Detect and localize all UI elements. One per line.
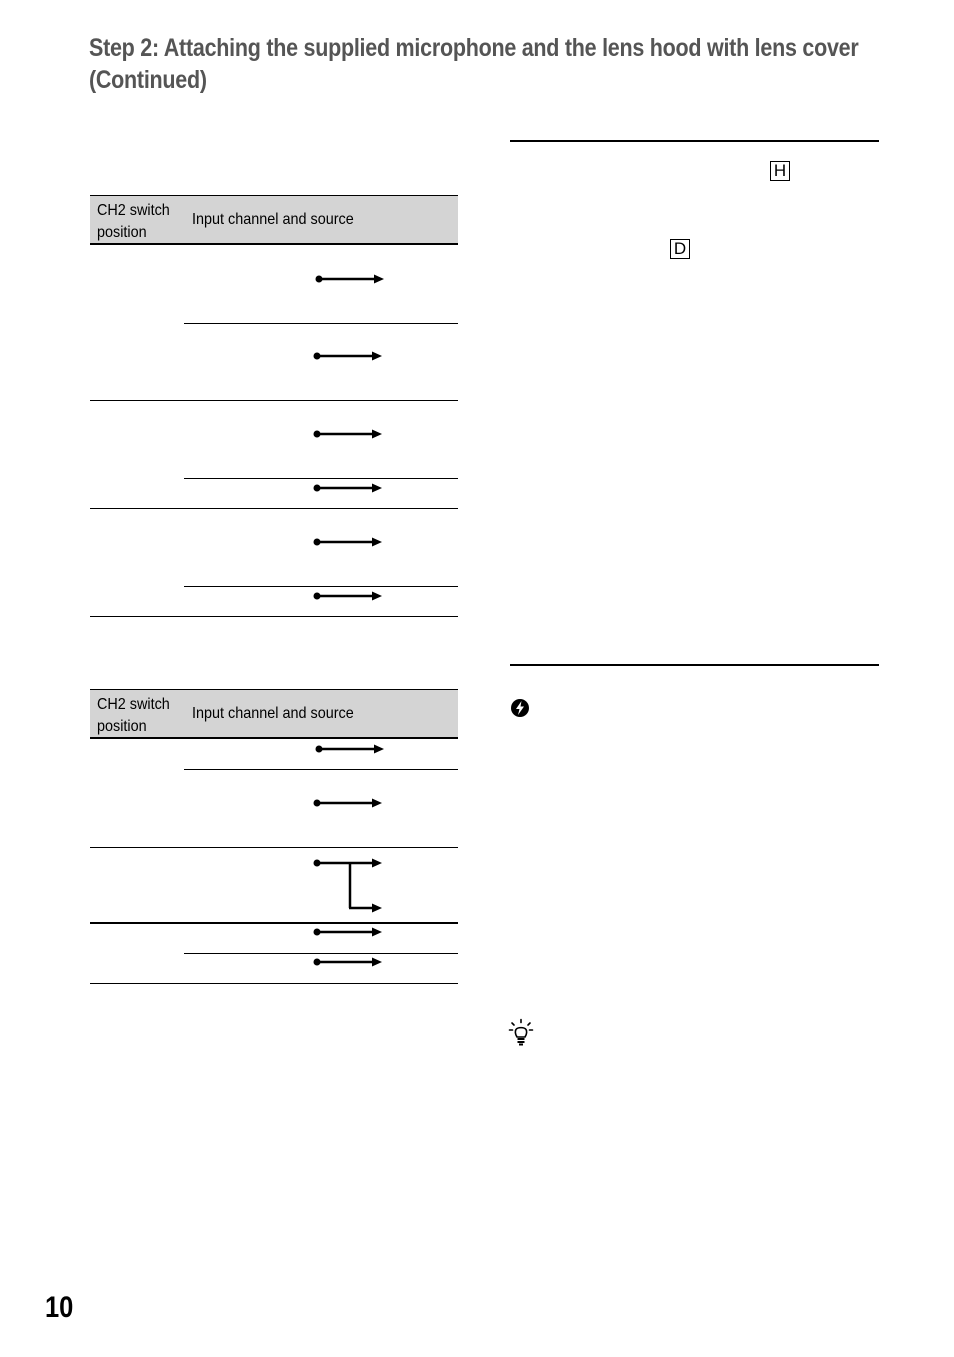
signal-arrow-icon: [312, 926, 384, 938]
signal-arrow-icon: [312, 797, 384, 809]
row-divider: [184, 586, 458, 587]
signal-arrow-icon: [312, 536, 384, 548]
header-input-channel: Input channel and source: [192, 211, 354, 228]
header-input-channel: Input channel and source: [192, 705, 354, 722]
page-title: Step 2: Attaching the supplied microphone and the lens hood with lens cover (Continued): [89, 34, 859, 94]
signal-arrow-icon: [312, 590, 384, 602]
row-divider: [90, 922, 458, 924]
channel-table-1: [90, 195, 458, 617]
row-divider: [184, 323, 458, 324]
header-switch-position: CH2 switch position: [97, 696, 170, 735]
split-signal-arrow-icon: [312, 857, 386, 915]
section-rule: [510, 664, 879, 666]
lightbulb-icon: [508, 1018, 534, 1046]
table-header: [90, 689, 458, 739]
page-number: 10: [45, 1291, 74, 1324]
signal-arrow-icon: [312, 482, 384, 494]
caution-icon: [510, 698, 530, 718]
label-d: D: [670, 239, 690, 259]
section-rule: [510, 140, 879, 142]
header-switch-position: CH2 switch position: [97, 202, 170, 241]
signal-arrow-icon: [312, 428, 384, 440]
signal-arrow-icon: [314, 273, 386, 285]
row-divider: [184, 478, 458, 479]
row-divider: [90, 847, 458, 848]
signal-arrow-icon: [314, 743, 386, 755]
label-h: H: [770, 161, 790, 181]
channel-table-2: [90, 689, 458, 985]
signal-arrow-icon: [312, 956, 384, 968]
row-divider: [184, 953, 458, 954]
row-divider: [90, 400, 458, 401]
row-divider: [90, 616, 458, 617]
signal-arrow-icon: [312, 350, 384, 362]
row-divider: [90, 983, 458, 984]
table-header: [90, 195, 458, 245]
row-divider: [90, 508, 458, 509]
row-divider: [184, 769, 458, 770]
